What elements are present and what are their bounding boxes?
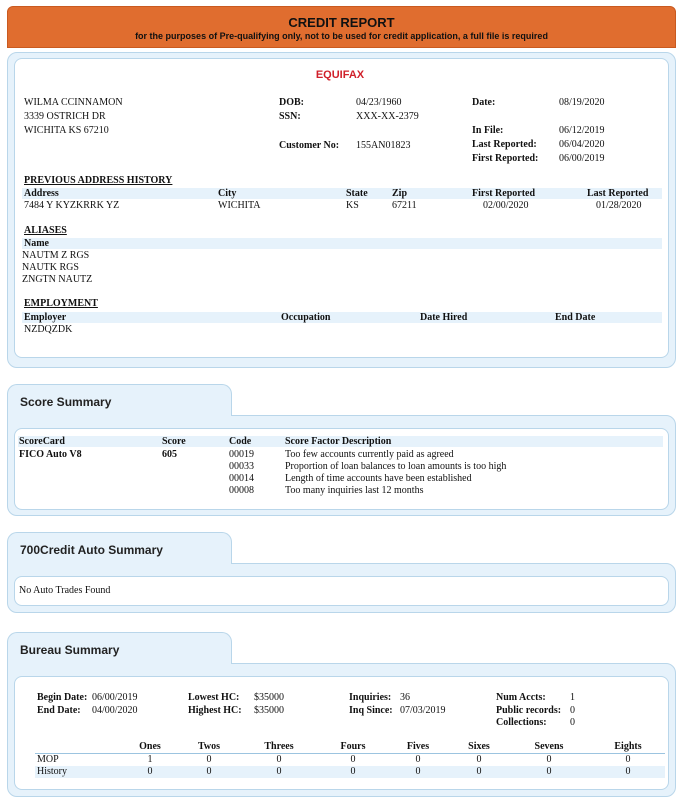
- customer-no-label: Customer No:: [279, 140, 340, 151]
- bureau-summary-title: Bureau Summary: [20, 643, 120, 657]
- mop-cell: 0: [350, 754, 356, 765]
- col-end-date: End Date: [555, 312, 596, 323]
- factor-desc: Too few accounts currently paid as agreed: [285, 449, 454, 460]
- history-cell: 0: [276, 766, 282, 777]
- score-value: 605: [162, 449, 177, 460]
- bureau-name: EQUIFAX: [315, 69, 365, 81]
- auto-summary-message: No Auto Trades Found: [19, 585, 111, 596]
- score-summary-title: Score Summary: [20, 395, 112, 409]
- num-accts-label: Num Accts:: [496, 692, 546, 703]
- factor-code: 00014: [229, 473, 254, 484]
- history-cell: 0: [625, 766, 631, 777]
- zip-cell: 67211: [392, 200, 417, 211]
- mop-cell: 1: [147, 754, 153, 765]
- col-zip: Zip: [392, 188, 408, 199]
- factor-desc: Too many inquiries last 12 months: [285, 485, 424, 496]
- highest-hc-label: Highest HC:: [188, 705, 242, 716]
- public-records-value: 0: [570, 705, 575, 716]
- mop-col-sevens: Sevens: [534, 741, 564, 752]
- inquiries-value: 36: [400, 692, 410, 703]
- mop-col-twos: Twos: [197, 741, 221, 752]
- report-subtitle: for the purposes of Pre-qualifying only, not to be used for credit application, a full file is required: [135, 31, 548, 41]
- public-records-label: Public records:: [496, 705, 562, 716]
- mop-col-sixes: Sixes: [468, 741, 490, 752]
- auto-summary-title: 700Credit Auto Summary: [20, 543, 163, 557]
- scorecard-value: FICO Auto V8: [19, 449, 82, 460]
- col-name: Name: [24, 238, 49, 249]
- consumer-name: WILMA CCINNAMON: [24, 97, 123, 108]
- mop-cell: 0: [206, 754, 212, 765]
- auto-summary-tab-joint: [8, 562, 231, 565]
- history-row-label: History: [37, 766, 67, 777]
- begin-date-label: Begin Date:: [37, 692, 88, 703]
- factor-code: 00008: [229, 485, 254, 496]
- mop-col-eights: Eights: [614, 741, 642, 752]
- history-cell: 0: [350, 766, 356, 777]
- previous-address-header-row: [22, 188, 662, 199]
- aliases-heading: ALIASES: [24, 225, 67, 236]
- factor-code: 00019: [229, 449, 254, 460]
- customer-no-value: 155AN01823: [356, 140, 411, 151]
- aliases-header-row: [22, 238, 662, 249]
- in-file-value: 06/12/2019: [559, 125, 605, 136]
- city-cell: WICHITA: [218, 200, 261, 211]
- col-factor-description: Score Factor Description: [285, 436, 392, 447]
- previous-address-heading: PREVIOUS ADDRESS HISTORY: [24, 175, 173, 186]
- mop-col-threes: Threes: [264, 741, 294, 752]
- state-cell: KS: [346, 200, 359, 211]
- col-scorecard: ScoreCard: [19, 436, 65, 447]
- col-state: State: [346, 188, 368, 199]
- mop-cell: 0: [276, 754, 282, 765]
- score-summary-tab-joint: [8, 414, 231, 417]
- begin-date-value: 06/00/2019: [92, 692, 138, 703]
- bureau-summary-tab-joint: [8, 662, 231, 665]
- first-reported-value: 06/00/2019: [559, 153, 605, 164]
- mop-col-ones: Ones: [139, 741, 161, 752]
- inq-since-label: Inq Since:: [349, 705, 393, 716]
- history-cell: 0: [147, 766, 153, 777]
- in-file-label: In File:: [472, 125, 504, 136]
- last-reported-value: 06/04/2020: [559, 139, 605, 150]
- mop-cell: 0: [415, 754, 421, 765]
- date-label: Date:: [472, 97, 496, 108]
- date-value: 08/19/2020: [559, 97, 605, 108]
- col-code: Code: [229, 436, 252, 447]
- end-date-value: 04/00/2020: [92, 705, 138, 716]
- inq-since-value: 07/03/2019: [400, 705, 446, 716]
- ssn-label: SSN:: [279, 111, 301, 122]
- last-reported-label: Last Reported:: [472, 139, 537, 150]
- alias-name: NAUTK RGS: [22, 262, 79, 273]
- num-accts-value: 1: [570, 692, 575, 703]
- col-occupation: Occupation: [281, 312, 331, 323]
- end-date-label: End Date:: [37, 705, 81, 716]
- history-cell: 0: [546, 766, 552, 777]
- alias-name: ZNGTN NAUTZ: [22, 274, 93, 285]
- history-cell: 0: [415, 766, 421, 777]
- collections-value: 0: [570, 717, 575, 728]
- mop-col-fours: Fours: [340, 741, 366, 752]
- lowest-hc-label: Lowest HC:: [188, 692, 240, 703]
- factor-code: 00033: [229, 461, 254, 472]
- address-cell: 7484 Y KYZKRRK YZ: [24, 200, 120, 211]
- alias-name: NAUTM Z RGS: [22, 250, 90, 261]
- history-cell: 0: [206, 766, 212, 777]
- first-reported-label: First Reported:: [472, 153, 539, 164]
- col-employer: Employer: [24, 312, 67, 323]
- employer-cell: NZDQZDK: [24, 324, 73, 335]
- employment-heading: EMPLOYMENT: [24, 298, 98, 309]
- dob-value: 04/23/1960: [356, 97, 402, 108]
- col-last-reported: Last Reported: [587, 188, 649, 199]
- col-address: Address: [24, 188, 59, 199]
- last-reported-cell: 01/28/2020: [596, 200, 642, 211]
- consumer-city: WICHITA KS 67210: [24, 125, 109, 136]
- ssn-value: XXX-XX-2379: [356, 111, 419, 122]
- auto-summary-inner: [14, 576, 669, 606]
- history-cell: 0: [476, 766, 482, 777]
- col-score: Score: [162, 436, 186, 447]
- dob-label: DOB:: [279, 97, 304, 108]
- mop-cell: 0: [625, 754, 631, 765]
- mop-row-label: MOP: [37, 754, 59, 765]
- highest-hc-value: $35000: [254, 705, 284, 716]
- inquiries-label: Inquiries:: [349, 692, 392, 703]
- report-header: [7, 6, 676, 48]
- mop-cell: 0: [546, 754, 552, 765]
- col-city: City: [218, 188, 237, 199]
- report-title: CREDIT REPORT: [288, 15, 395, 30]
- mop-cell: 0: [476, 754, 482, 765]
- factor-desc: Length of time accounts have been established: [285, 473, 472, 484]
- mop-col-fives: Fives: [406, 741, 430, 752]
- col-first-reported: First Reported: [472, 188, 536, 199]
- first-reported-cell: 02/00/2020: [483, 200, 529, 211]
- factor-desc: Proportion of loan balances to loan amounts is too high: [285, 461, 507, 472]
- col-date-hired: Date Hired: [420, 312, 468, 323]
- collections-label: Collections:: [496, 717, 547, 728]
- lowest-hc-value: $35000: [254, 692, 284, 703]
- consumer-street: 3339 OSTRICH DR: [24, 111, 106, 122]
